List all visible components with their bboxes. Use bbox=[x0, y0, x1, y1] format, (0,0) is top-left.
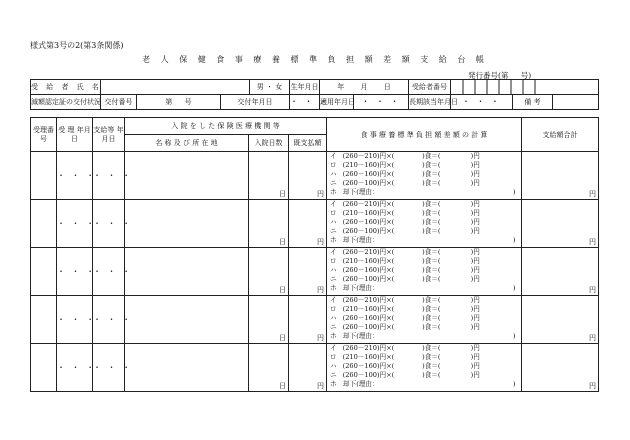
payment-date-cell[interactable]: ・ ・ ・ bbox=[93, 344, 125, 392]
calc-meals: )食＝( bbox=[422, 296, 441, 304]
calc-end: )円 bbox=[470, 248, 480, 256]
calc-meals: )食＝( bbox=[422, 257, 441, 265]
recipient-name-label: 受 給 者 氏 名 bbox=[31, 80, 101, 95]
calc-meals: )食＝( bbox=[422, 227, 441, 235]
calc-kana: ロ bbox=[330, 209, 337, 217]
day-unit: 日 bbox=[279, 334, 286, 342]
receipt-number-cell[interactable] bbox=[31, 152, 57, 200]
calc-line bbox=[327, 275, 521, 284]
reject-line bbox=[327, 236, 521, 245]
calc-kana: ハ bbox=[330, 170, 337, 178]
yen-unit: 円 bbox=[317, 286, 325, 294]
receipt-number-cell[interactable] bbox=[31, 200, 57, 248]
reject-kana: ホ bbox=[330, 284, 337, 292]
calc-kana: イ bbox=[330, 152, 337, 160]
calc-line bbox=[327, 323, 521, 332]
receipt-date-cell[interactable]: ・ ・ ・ bbox=[57, 152, 93, 200]
calc-end: )円 bbox=[470, 257, 480, 265]
ledger-row bbox=[31, 296, 599, 344]
reject-label: 却下(理由： bbox=[343, 188, 379, 196]
calc-line bbox=[327, 209, 521, 218]
day-unit: 日 bbox=[279, 190, 286, 198]
issue-date-field[interactable]: ・ ・ ・ bbox=[290, 95, 320, 110]
calculation-cell[interactable] bbox=[327, 296, 522, 344]
issue-number-field[interactable]: 第 号 bbox=[137, 95, 221, 110]
calc-line bbox=[327, 314, 521, 323]
calc-kana: ハ bbox=[330, 362, 337, 370]
calc-line bbox=[327, 296, 521, 305]
remarks-field[interactable] bbox=[553, 95, 599, 110]
col-days: 入院日数 bbox=[249, 135, 289, 152]
calc-formula: (210－160)円×( bbox=[342, 161, 395, 169]
calc-end: )円 bbox=[470, 323, 480, 331]
calc-line bbox=[327, 152, 521, 161]
reject-end: ) bbox=[513, 380, 516, 388]
calc-kana: イ bbox=[330, 248, 337, 256]
reduction-cert-label: 減額認定証の交付状況 bbox=[31, 95, 101, 110]
issue-date-label: 交付年月日 bbox=[221, 95, 290, 110]
calc-kana: ニ bbox=[330, 371, 337, 379]
calc-meals: )食＝( bbox=[422, 344, 441, 352]
col-paid-amount: 既支払額 bbox=[289, 135, 327, 152]
calc-line bbox=[327, 305, 521, 314]
calc-formula: (260－100)円×( bbox=[342, 275, 395, 283]
col-medical-institution-group: 入 院 を し た 保 険 医 療 機 関 等 bbox=[125, 118, 327, 135]
remarks-label: 備 考 bbox=[513, 95, 553, 110]
days-cell[interactable] bbox=[249, 344, 289, 392]
calc-end: )円 bbox=[470, 218, 480, 226]
calc-meals: )食＝( bbox=[422, 371, 441, 379]
payment-total-cell[interactable] bbox=[522, 152, 599, 200]
apply-date-label: 適用年月日 bbox=[320, 95, 354, 110]
calc-formula: (260－160)円×( bbox=[342, 218, 395, 226]
calc-end: )円 bbox=[470, 362, 480, 370]
reject-label: 却下(理由： bbox=[343, 380, 379, 388]
paid-amount-cell[interactable] bbox=[289, 344, 327, 392]
calc-line bbox=[327, 161, 521, 170]
calc-formula: (260－100)円×( bbox=[342, 179, 395, 187]
calc-meals: )食＝( bbox=[422, 305, 441, 313]
yen-unit: 円 bbox=[589, 286, 597, 294]
sex-field[interactable]: 男 ・ 女 bbox=[250, 80, 290, 95]
calc-meals: )食＝( bbox=[422, 362, 441, 370]
col-payment-date: 支給等 年月日 bbox=[93, 118, 125, 152]
day-unit: 日 bbox=[279, 382, 286, 390]
calc-formula: (260－160)円×( bbox=[342, 314, 395, 322]
receipt-date-cell[interactable]: ・ ・ ・ bbox=[57, 200, 93, 248]
form-number: 様式第3号の2(第3条関係) bbox=[30, 41, 124, 50]
yen-unit: 円 bbox=[317, 238, 325, 246]
calc-line bbox=[327, 344, 521, 353]
calc-meals: )食＝( bbox=[422, 161, 441, 169]
calc-kana: ロ bbox=[330, 353, 337, 361]
calc-end: )円 bbox=[470, 275, 480, 283]
name-address-cell[interactable] bbox=[125, 296, 249, 344]
calc-kana: ロ bbox=[330, 305, 337, 313]
payment-ledger-table bbox=[30, 117, 599, 392]
calc-line bbox=[327, 266, 521, 275]
name-address-cell[interactable] bbox=[125, 200, 249, 248]
receipt-number-cell[interactable] bbox=[31, 344, 57, 392]
calc-formula: (260－100)円×( bbox=[342, 371, 395, 379]
reject-end: ) bbox=[513, 332, 516, 340]
reject-end: ) bbox=[513, 236, 516, 244]
col-receipt-number: 受理番号 bbox=[31, 118, 57, 152]
calc-kana: ハ bbox=[330, 314, 337, 322]
calc-kana: ハ bbox=[330, 218, 337, 226]
calc-kana: ニ bbox=[330, 275, 337, 283]
calc-kana: イ bbox=[330, 344, 337, 352]
calc-formula: (260－160)円×( bbox=[342, 170, 395, 178]
payment-date-cell[interactable]: ・ ・ ・ bbox=[93, 200, 125, 248]
paid-amount-cell[interactable] bbox=[289, 248, 327, 296]
calc-line bbox=[327, 371, 521, 380]
name-address-cell[interactable] bbox=[125, 344, 249, 392]
calculation-cell[interactable] bbox=[327, 344, 522, 392]
recipient-number-field[interactable] bbox=[451, 80, 599, 95]
days-cell[interactable] bbox=[249, 296, 289, 344]
yen-unit: 円 bbox=[589, 190, 597, 198]
col-calculation: 食 事 療 養 標 準 負 担 額 差 額 の 計 算 bbox=[327, 118, 522, 152]
paid-amount-cell[interactable] bbox=[289, 200, 327, 248]
calc-meals: )食＝( bbox=[422, 275, 441, 283]
calc-line bbox=[327, 248, 521, 257]
recipient-name-field[interactable] bbox=[101, 80, 250, 95]
recipient-number-label: 受給者番号 bbox=[409, 80, 451, 95]
calc-end: )円 bbox=[470, 227, 480, 235]
payment-total-cell[interactable] bbox=[522, 200, 599, 248]
calc-formula: (260－210)円×( bbox=[342, 152, 395, 160]
payment-total-cell[interactable] bbox=[522, 344, 599, 392]
receipt-date-cell[interactable]: ・ ・ ・ bbox=[57, 344, 93, 392]
reject-label: 却下(理由： bbox=[343, 332, 379, 340]
calc-meals: )食＝( bbox=[422, 200, 441, 208]
reject-label: 却下(理由： bbox=[343, 236, 379, 244]
reject-line bbox=[327, 380, 521, 389]
long-term-date-field[interactable]: ・ ・ ・ bbox=[451, 95, 513, 110]
payment-total-cell[interactable] bbox=[522, 296, 599, 344]
calc-formula: (260－210)円×( bbox=[342, 248, 395, 256]
birth-date-label: 生年月日 bbox=[290, 80, 320, 95]
long-term-date-label: 長期該当年月日 bbox=[409, 95, 451, 110]
document-title: 老 人 保 健 食 事 療 養 標 準 負 担 額 差 額 支 給 台 帳 bbox=[142, 55, 488, 64]
calc-formula: (260－210)円×( bbox=[342, 296, 395, 304]
reject-label: 却下(理由： bbox=[343, 284, 379, 292]
calc-kana: ロ bbox=[330, 161, 337, 169]
calculation-cell[interactable] bbox=[327, 200, 522, 248]
recipient-header-table bbox=[30, 79, 599, 110]
calc-line bbox=[327, 353, 521, 362]
calc-end: )円 bbox=[470, 179, 480, 187]
reject-kana: ホ bbox=[330, 188, 337, 196]
payment-date-cell[interactable]: ・ ・ ・ bbox=[93, 248, 125, 296]
reject-kana: ホ bbox=[330, 380, 337, 388]
reject-kana: ホ bbox=[330, 236, 337, 244]
calc-line bbox=[327, 218, 521, 227]
yen-unit: 円 bbox=[317, 334, 325, 342]
apply-date-field[interactable]: ・ ・ ・ bbox=[354, 95, 409, 110]
calc-line bbox=[327, 170, 521, 179]
receipt-number-cell[interactable] bbox=[31, 248, 57, 296]
reject-line bbox=[327, 332, 521, 341]
days-cell[interactable] bbox=[249, 248, 289, 296]
paid-amount-cell[interactable] bbox=[289, 152, 327, 200]
calc-formula: (210－160)円×( bbox=[342, 353, 395, 361]
receipt-number-cell[interactable] bbox=[31, 296, 57, 344]
calc-meals: )食＝( bbox=[422, 170, 441, 178]
calc-formula: (260－100)円×( bbox=[342, 323, 395, 331]
payment-date-cell[interactable]: ・ ・ ・ bbox=[93, 296, 125, 344]
calc-meals: )食＝( bbox=[422, 209, 441, 217]
yen-unit: 円 bbox=[317, 382, 325, 390]
birth-date-field[interactable]: 年 月 日 bbox=[320, 80, 409, 95]
reject-line bbox=[327, 284, 521, 293]
name-address-cell[interactable] bbox=[125, 152, 249, 200]
calc-kana: イ bbox=[330, 296, 337, 304]
day-unit: 日 bbox=[279, 238, 286, 246]
calc-meals: )食＝( bbox=[422, 323, 441, 331]
yen-unit: 円 bbox=[317, 190, 325, 198]
col-receipt-date: 受 理 年月日 bbox=[57, 118, 93, 152]
calc-meals: )食＝( bbox=[422, 266, 441, 274]
calc-end: )円 bbox=[470, 314, 480, 322]
calc-formula: (210－160)円×( bbox=[342, 257, 395, 265]
calc-end: )円 bbox=[470, 353, 480, 361]
calc-end: )円 bbox=[470, 305, 480, 313]
reject-end: ) bbox=[513, 284, 516, 292]
calc-formula: (260－210)円×( bbox=[342, 200, 395, 208]
ledger-row bbox=[31, 248, 599, 296]
reject-line bbox=[327, 188, 521, 197]
calc-meals: )食＝( bbox=[422, 314, 441, 322]
name-address-cell[interactable] bbox=[125, 248, 249, 296]
calc-meals: )食＝( bbox=[422, 152, 441, 160]
calc-kana: ロ bbox=[330, 257, 337, 265]
calc-end: )円 bbox=[470, 170, 480, 178]
calc-meals: )食＝( bbox=[422, 248, 441, 256]
ledger-rows bbox=[31, 152, 599, 392]
paid-amount-cell[interactable] bbox=[289, 296, 327, 344]
calc-meals: )食＝( bbox=[422, 218, 441, 226]
payment-total-cell[interactable] bbox=[522, 248, 599, 296]
calc-end: )円 bbox=[470, 344, 480, 352]
calc-meals: )食＝( bbox=[422, 353, 441, 361]
calc-formula: (260－210)円×( bbox=[342, 344, 395, 352]
ledger-row bbox=[31, 200, 599, 248]
yen-unit: 円 bbox=[589, 382, 597, 390]
calc-end: )円 bbox=[470, 200, 480, 208]
calc-end: )円 bbox=[470, 266, 480, 274]
calc-kana: ニ bbox=[330, 179, 337, 187]
calc-end: )円 bbox=[470, 161, 480, 169]
yen-unit: 円 bbox=[589, 238, 597, 246]
calc-line bbox=[327, 200, 521, 209]
days-cell[interactable] bbox=[249, 152, 289, 200]
calc-kana: ハ bbox=[330, 266, 337, 274]
calculation-cell[interactable] bbox=[327, 152, 522, 200]
issue-number-field-label: 交付番号 bbox=[101, 95, 137, 110]
calc-kana: イ bbox=[330, 200, 337, 208]
calc-meals: )食＝( bbox=[422, 179, 441, 187]
calc-line bbox=[327, 179, 521, 188]
calc-formula: (260－160)円×( bbox=[342, 362, 395, 370]
calc-formula: (260－160)円×( bbox=[342, 266, 395, 274]
receipt-date-cell[interactable]: ・ ・ ・ bbox=[57, 248, 93, 296]
calc-end: )円 bbox=[470, 371, 480, 379]
yen-unit: 円 bbox=[589, 334, 597, 342]
calc-end: )円 bbox=[470, 209, 480, 217]
calc-kana: ニ bbox=[330, 323, 337, 331]
calc-line bbox=[327, 257, 521, 266]
receipt-date-cell[interactable]: ・ ・ ・ bbox=[57, 296, 93, 344]
calc-line bbox=[327, 362, 521, 371]
issue-number-label: 発行番号(第 号) bbox=[468, 71, 532, 80]
calc-line bbox=[327, 227, 521, 236]
col-payment-total: 支給額合計 bbox=[522, 118, 599, 152]
calc-end: )円 bbox=[470, 152, 480, 160]
payment-date-cell[interactable]: ・ ・ ・ bbox=[93, 152, 125, 200]
reject-kana: ホ bbox=[330, 332, 337, 340]
calc-formula: (260－100)円×( bbox=[342, 227, 395, 235]
calc-kana: ニ bbox=[330, 227, 337, 235]
reject-end: ) bbox=[513, 188, 516, 196]
days-cell[interactable] bbox=[249, 200, 289, 248]
calc-formula: (210－160)円×( bbox=[342, 209, 395, 217]
ledger-row bbox=[31, 344, 599, 392]
day-unit: 日 bbox=[279, 286, 286, 294]
calc-end: )円 bbox=[470, 296, 480, 304]
col-name-address: 名 称 及 び 所 在 地 bbox=[125, 135, 249, 152]
calculation-cell[interactable] bbox=[327, 248, 522, 296]
ledger-row bbox=[31, 152, 599, 200]
calc-formula: (210－160)円×( bbox=[342, 305, 395, 313]
